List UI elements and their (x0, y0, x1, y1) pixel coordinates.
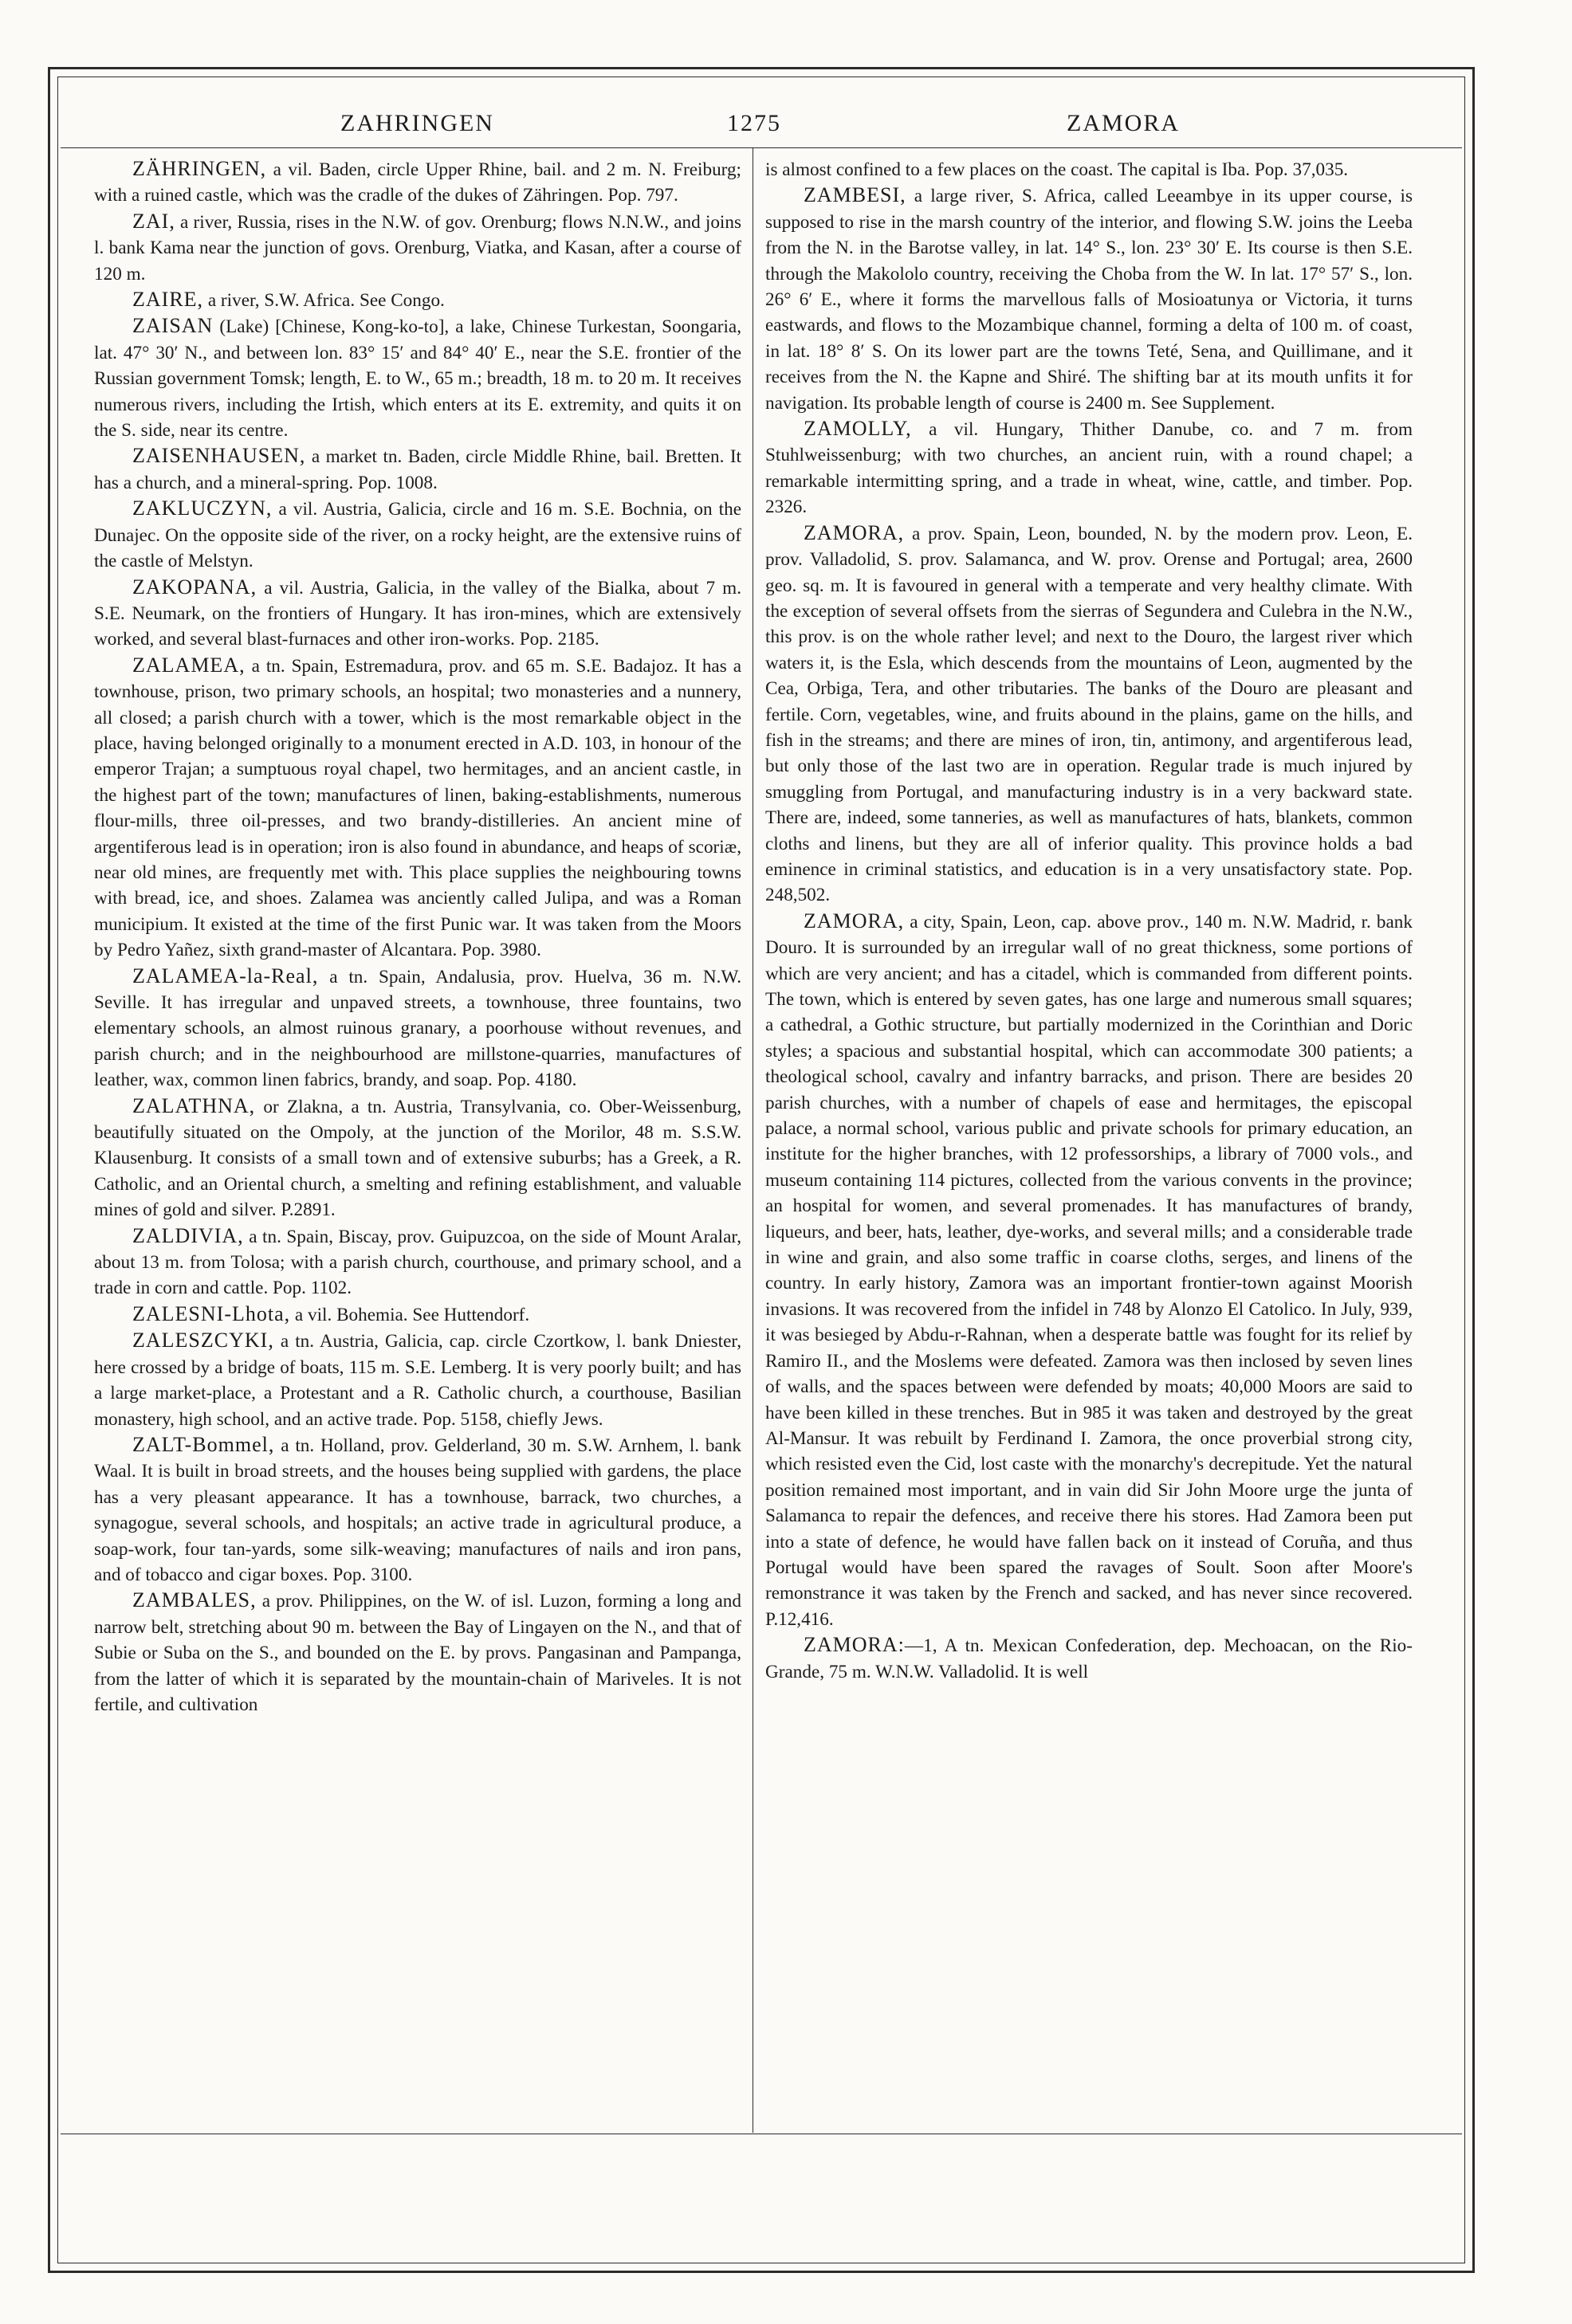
entry-zaleszcyki (94, 1328, 741, 1432)
entry-zalamea-la-real (94, 964, 741, 1093)
entry-zambales (94, 1588, 741, 1717)
entry-zaisan (94, 313, 741, 443)
headword: ZAMBALES, (132, 1588, 257, 1612)
entry-text: a large river, S. Africa, called Leeambye in its upper course, is supposed to rise in the marsh country of the interior, and flowing S.W. joins the Leeba from the N. in the Barotse valley, in lat. 14° S., lon. 23° 30′ E. Its course is then S.E. through the Makololo country, receiving the Choba from the W. In lat. 17° 57′ S., lon. 26° 6′ E., where it forms the marvellous falls of Mosioatunya or Victoria, it turns eastwards, and flows to the Mozambique channel, forming a delta of 100 m. of coast, in lat. 18° 8′ S. On its lower part are the towns Teté, Sena, and Quillimane, and it receives from the N. the Kapne and Shiré. The shifting bar at its mouth unfits it for navigation. Its probable length of course is 2400 m. See Supplement. (765, 186, 1413, 414)
headword: ZALAMEA, (132, 653, 246, 677)
entry-zaire (94, 287, 741, 313)
header-rule (61, 147, 1462, 148)
entry-text: a tn. Spain, Andalusia, prov. Huelva, 36 m. N.W. Seville. It has irregular and unpaved streets, a townhouse, three fountains, two elementary schools, an almost ruinous granary, a poorhouse without revenues, and parish church; and in the neighbourhood are millstone-quarries, manufactures of leather, wax, common linen fabrics, brandy, and soap. Pop. 4180. (94, 966, 741, 1091)
entry-zamora-prov (765, 520, 1413, 909)
left-column (94, 156, 741, 2125)
entry-zalesni-lhota (94, 1301, 741, 1328)
entry-text: a vil. Baden, circle Upper Rhine, bail. and 2 m. N. Freiburg; with a ruined castle, which was the cradle of the dukes of Zähringen. Pop. 797. (94, 159, 741, 206)
headword: ZAMORA: (804, 1633, 905, 1657)
headword: ZAKOPANA, (132, 575, 257, 599)
entry-text: —1, A tn. Mexican Confederation, dep. Mechoacan, on the Rio-Grande, 75 m. W.N.W. Valladolid. It is well (765, 1635, 1413, 1682)
entry-zalathna (94, 1093, 741, 1223)
headword: ZALAMEA-la-Real, (132, 964, 319, 987)
right-column (765, 156, 1413, 2125)
entry-text: a tn. Spain, Biscay, prov. Guipuzcoa, on the side of Mount Aralar, about 13 m. from Tolosa; with a parish church, courthouse, and primary school, and a trade in corn and cattle. Pop. 1102. (94, 1226, 741, 1299)
headword: ZAMOLLY, (804, 417, 912, 441)
headword: ZALESNI-Lhota, (132, 1301, 291, 1325)
entry-zambales-continued (765, 156, 1413, 183)
running-header (57, 110, 1465, 145)
entry-text: is almost confined to a few places on the coast. The capital is Iba. Pop. 37,035. (765, 159, 1349, 180)
entry-text: a vil. Hungary, Thither Danube, co. and 7 m. from Stuhlweissenburg; with two churches, an ancient ruin, with a round chapel; a remarkable intermitting spring, and a trade in wheat, wine, cattle, and timber. Pop. 2326. (765, 419, 1413, 518)
entry-text: or Zlakna, a tn. Austria, Transylvania, co. Ober-Weissenburg, beautifully situated on the Ompoly, at the junction of the Morilor, 48 m. S.S.W. Klausenburg. It consists of a small town and of extensive suburbs; has a Greek, a R. Catholic, and an Oriental church, a smelting and refining establishment, and valuable mines of gold and silver. P.2891. (94, 1096, 741, 1221)
entry-text: a prov. Philippines, on the W. of isl. Luzon, forming a long and narrow belt, stretching about 90 m. between the Bay of Lingayen on the N., and that of Subie or Suba on the S., and bounded on the E. by provs. Pangasinan and Pampanga, from the latter of which it is separated by the mountain-chain of Mariveles. It is not fertile, and cultivation (94, 1591, 741, 1715)
headword: ZAISENHAUSEN, (132, 444, 306, 468)
entry-text: a river, S.W. Africa. See Congo. (203, 290, 445, 312)
entry-zakluczyn (94, 496, 741, 574)
entry-zakopana (94, 575, 741, 653)
entry-text: a prov. Spain, Leon, bounded, N. by the modern prov. Leon, E. prov. Valladolid, S. prov. Salamanca, and W. prov. Orense and Portugal; area, 2600 geo. sq. m. It is favoured in general with a temperate and very healthy climate. With the exception of several offsets from the sierras of Segundera and Culebra in the N.W., this prov. is on the whole rather level; and next to the Douro, the largest river which waters it, is the Esla, which descends from the mountains of Leon, augmented by the Cea, Orbiga, Tera, and other tributaries. The banks of the Douro are pleasant and fertile. Corn, vegetables, wine, and fruits abound in the plains, game on the hills, and fish in the streams; and there are mines of iron, tin, antimony, and argentiferous lead, but only those of the last two are in operation. Regular trade is much injured by smuggling from Portugal, and manufacturing industry is in a very backward state. There are, indeed, some tanneries, as well as manufactures of hats, blankets, common cloths and linens, but they are all of inferior quality. This province holds a bad eminence in criminal statistics, and education is in a very unsatisfactory state. Pop. 248,502. (765, 523, 1413, 906)
entry-zaisenhausen (94, 443, 741, 496)
headword: ZAMORA, (804, 909, 905, 932)
entry-text: a tn. Holland, prov. Gelderland, 30 m. S.W. Arnhem, l. bank Waal. It is built in broad streets, and the houses being supplied with gardens, the place has a very pleasant appearance. It has a townhouse, barrack, two churches, a synagogue, several schools, and hospitals; an active trade in agricultural produce, a soap-work, four tan-yards, some silk-weaving; manufactures of nails and iron pans, and of tobacco and cigar boxes. Pop. 3100. (94, 1435, 741, 1585)
headword: ZAIRE, (132, 288, 204, 312)
entry-zamolly (765, 416, 1413, 520)
headword: ZAISAN (132, 314, 214, 338)
headword: ZALT-Bommel, (132, 1432, 275, 1456)
header-left-word: ZAHRINGEN (340, 110, 494, 136)
page-number: 1275 (727, 110, 781, 136)
entry-text: a vil. Austria, Galicia, in the valley of the Bialka, about 7 m. S.E. Neumark, on the frontiers of Hungary. It has iron-mines, which are extensively worked, and several blast-furnaces and other iron-works. Pop. 2185. (94, 577, 741, 650)
headword: ZAI, (132, 209, 175, 233)
headword: ZALATHNA, (132, 1093, 256, 1117)
entry-text: a vil. Bohemia. See Huttendorf. (290, 1304, 530, 1325)
headword: ZÄHRINGEN, (132, 157, 267, 180)
entry-zambesi (765, 183, 1413, 416)
entry-text: a city, Spain, Leon, cap. above prov., 140 m. N.W. Madrid, r. bank Douro. It is surrounded by an irregular wall of no great thickness, some portions of which are very ancient; and has a citadel, which is commanded from different points. The town, which is entered by seven gates, has one large and numerous small squares; a cathedral, a Gothic structure, but partially modernized in the Corinthian and Doric styles; a spacious and substantial hospital, which can accommodate 300 patients; a theological school, cavalry and infantry barracks, and prison. There are besides 20 parish churches, with a number of chapels of ease and hermitages, the episcopal palace, a normal school, various public and private schools for primary education, an institute for the higher branches, with 12 professorships, a library of 7000 vols., and museum containing 114 pictures, collected from the various convents in the province; an hospital for women, and several promenades. It has manufactures of brandy, liqueurs, and beer, hats, leather, dye-works, and several mills; and a considerable trade in wine and grain, and also some traffic in coarse cloths, serges, and linens of the country. In early history, Zamora was an important frontier-town against Moorish invasions. It was recovered from the infidel in 748 by Alonzo El Catolico. In July, 939, it was besieged by Abdu-r-Rahnan, when a desperate battle was fought for its relief by Ramiro II., and the Moslems were defeated. Zamora was then inclosed by seven lines of walls, and the spaces between were defended by moats; 40,000 Moors are said to have been killed in these trenches. But in 985 it was taken and destroyed by the great Al-Mansur. It was rebuilt by Ferdinand I. Zamora, the once proverbial strong city, which resisted even the Cid, lost caste with the monarchy's decrepitude. Yet the natural position remained most important, and in vain did Sir John Moore urge the junta of Salamanca to repair the defences, and receive there his stores. Had Zamora been put into a state of defence, he would have fallen back on it instead of Coruña, and thus Portugal would have been spared the ravages of Soult. Soon after Moore's remonstrance it was taken by the French and sacked, and has never since recovered. P.12,416. (765, 911, 1413, 1630)
entry-text: a tn. Spain, Estremadura, prov. and 65 m. S.E. Badajoz. It has a townhouse, prison, two primary schools, an hospital; two monasteries and a nunnery, all closed; a parish church with a tower, which is the most remarkable object in the place, having belonged originally to a monument erected in A.D. 103, in honour of the emperor Trajan; a sumptuous royal chapel, two hermitages, and an ancient castle, in the highest part of the town; manufactures of linen, baking-establishments, numerous flour-mills, three oil-presses, and two brandy-distilleries. An ancient mine of argentiferous lead is in operation; iron is also found in abundance, and heaps of scoriæ, near old mines, are frequently met with. This place supplies the neighbouring towns with bread, ice, and shoes. Zalamea was anciently called Julipa, and was a Roman municipium. It existed at the time of the first Punic war. It was taken from the Moors by Pedro Yañez, sixth grand-master of Alcantara. Pop. 3980. (94, 655, 741, 961)
entry-text: a tn. Austria, Galicia, cap. circle Czortkow, l. bank Dniester, here crossed by a bridge of boats, 115 m. S.E. Lemberg. It is very poorly built; and has a large market-place, a Protestant and a R. Catholic church, a courthouse, Basilian monastery, high school, and an active trade. Pop. 5158, chiefly Jews. (94, 1331, 741, 1430)
headword: ZALDIVIA, (132, 1223, 244, 1247)
entry-text: a vil. Austria, Galicia, circle and 16 m. S.E. Bochnia, on the Dunajec. On the opposite side of the river, on a rocky height, are the extensive ruins of the castle of Melstyn. (94, 499, 741, 572)
headword: ZAMORA, (804, 520, 905, 544)
entry-text: a river, Russia, rises in the N.W. of gov. Orenburg; flows N.N.W., and joins l. bank Kama near the junction of govs. Orenburg, Viatka, and Kasan, after a course of 120 m. (94, 211, 741, 285)
entry-zamora-city (765, 909, 1413, 1632)
headword: ZAMBESI, (804, 183, 906, 207)
entry-text: a market tn. Baden, circle Middle Rhine, bail. Bretten. It has a church, and a mineral-spring. Pop. 1008. (94, 446, 741, 493)
entry-zai (94, 209, 741, 287)
entry-zalt-bommel (94, 1432, 741, 1588)
header-right-word: ZAMORA (1067, 110, 1181, 136)
entry-zalamea (94, 653, 741, 964)
entry-zamora-mexico (765, 1632, 1413, 1685)
entry-zaldivia (94, 1223, 741, 1301)
entry-text: (Lake) [Chinese, Kong-ko-to], a lake, Chinese Turkestan, Soongaria, lat. 47° 30′ N., and between lon. 83° 15′ and 84° 40′ E., near the S.E. frontier of the Russian government Tomsk; length, E. to W., 65 m.; breadth, 18 m. to 20 m. It receives numerous rivers, including the Irtish, which enters at its E. extremity, and quits it on the S. side, near its centre. (94, 316, 741, 442)
headword: ZAKLUCZYN, (132, 497, 273, 520)
headword: ZALESZCYKI, (132, 1329, 274, 1352)
entry-zahringen (94, 156, 741, 209)
